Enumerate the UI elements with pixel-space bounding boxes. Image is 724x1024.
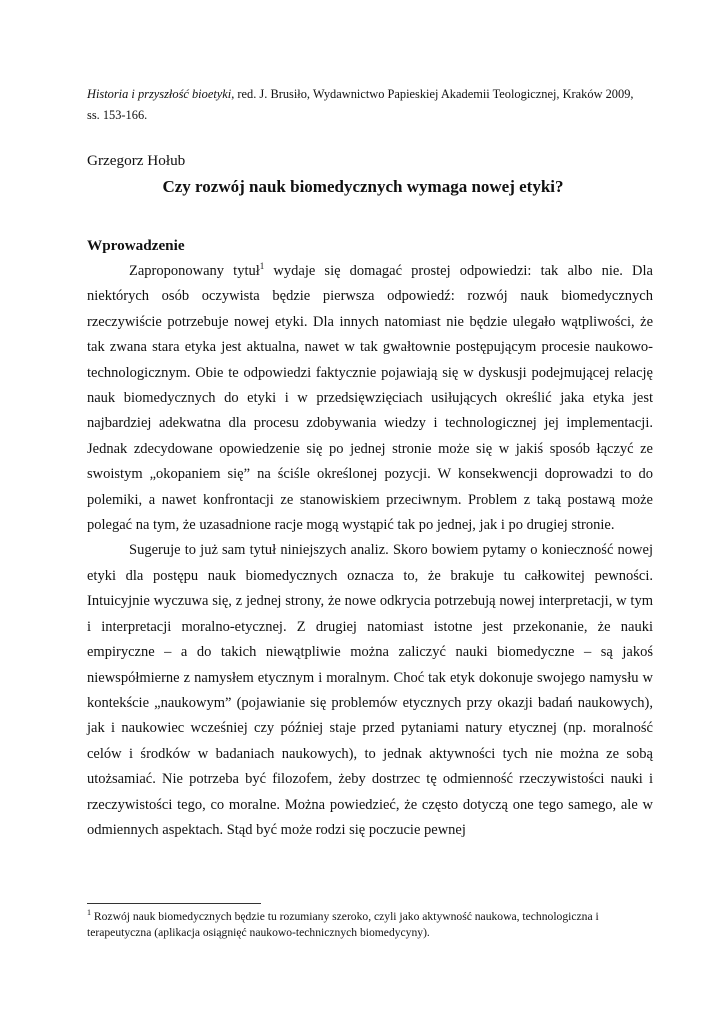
author-name: Grzegorz Hołub [87, 152, 186, 169]
footnote [87, 909, 653, 941]
footnote-divider [87, 903, 261, 904]
body-text [87, 259, 653, 843]
citation [87, 84, 647, 126]
paragraph-2: Sugeruje to już sam tytuł niniejszych analiz. Skoro bowiem pytamy o konieczność nowej etyki dla postępu nauk biomedycznych oznacza to, że brakuje tu całkowitej pewności. Intuicyjnie wyczuwa się, z jednej strony, że nowe odkrycia potrzebują nowej interpretacji, w tym i interpretacji moralno-etycznej. Z drugiej natomiast istotne jest przekonanie, że nauki empiryczne – a do takich niewątpliwie można zaliczyć nauki biomedyczne – są jakoś niewspółmierne z namysłem etycznym i moralnym. Choć tak etyk dokonuje swojego namysłu w kontekście „naukowym” (pojawianie się problemów etycznych przy okazji badań naukowych), jak i naukowiec wcześniej czy później staje przed pytaniami natury etycznej (np. moralność celów i środków w badaniach naukowych), to jednak aktywności tych nie można ze sobą utożsamiać. Nie potrzeba być filozofem, żeby dostrzec tę odmienność rzeczywistości nauki i rzeczywistości tego, co moralne. Można powiedzieć, że często dotyczą one tego samego, ale w odmiennych aspektach. Stąd być może rodzi się poczucie pewnej [87, 542, 653, 838]
article-title: Czy rozwój nauk biomedycznych wymaga nowej etyki? [162, 177, 564, 196]
paragraph-1-start: Zaproponowany tytuł [129, 263, 260, 279]
footnote-reference[interactable]: 1 [259, 261, 265, 272]
section-heading: Wprowadzenie [87, 237, 185, 254]
citation-details: , red. J. Brusiło, Wydawnictwo Papieskiej Akademii Teologicznej, Kraków 2009, ss. 153-166. [87, 87, 634, 122]
paragraph-1-rest: wydaje się domagać prostej odpowiedzi: tak albo nie. Dla niektórych osób oczywista będzie pierwsza odpowiedź: rozwój nauk biomedycznych rzeczywiście potrzebuje nowej etyki. Dla innych natomiast nie będzie ulegało wątpliwości, że tak zwana stara etyka jest aktualna, nawet w tak gwałtownie postępującym procesie naukowo-technologicznym. Obie te odpowiedzi faktycznie pojawiają się w dyskusji podejmującej relację nauk biomedycznych do etyki i w przedsięwzięciach usiłujących określić jaka etyka jest najbardziej adekwatna dla procesu zdobywania wiedzy i technologicznej jej implementacji. Jednak zdecydowane opowiedzenie się po jednej stronie może się w jakiś sposób łączyć ze swoistym „okopaniem się” na ściśle określonej pozycji. W konsekwencji doprowadzi to do polemiki, a nawet konfrontacji ze stanowiskiem przeciwnym. Problem z taką postawą może polegać na tym, że uzasadnione racje mogą wystąpić tak po jednej, jak i po drugiej stronie. [87, 263, 653, 534]
footnote-number: 1 [87, 908, 91, 918]
footnote-text: Rozwój nauk biomedycznych będzie tu rozumiany szeroko, czyli jako aktywność naukowa, technologiczna i terapeutyczna (aplikacja osiągnięć naukowo-technicznych biomedycyny). [87, 910, 599, 939]
citation-book-title: Historia i przyszłość bioetyki [87, 87, 232, 101]
paragraph-1 [87, 259, 653, 538]
